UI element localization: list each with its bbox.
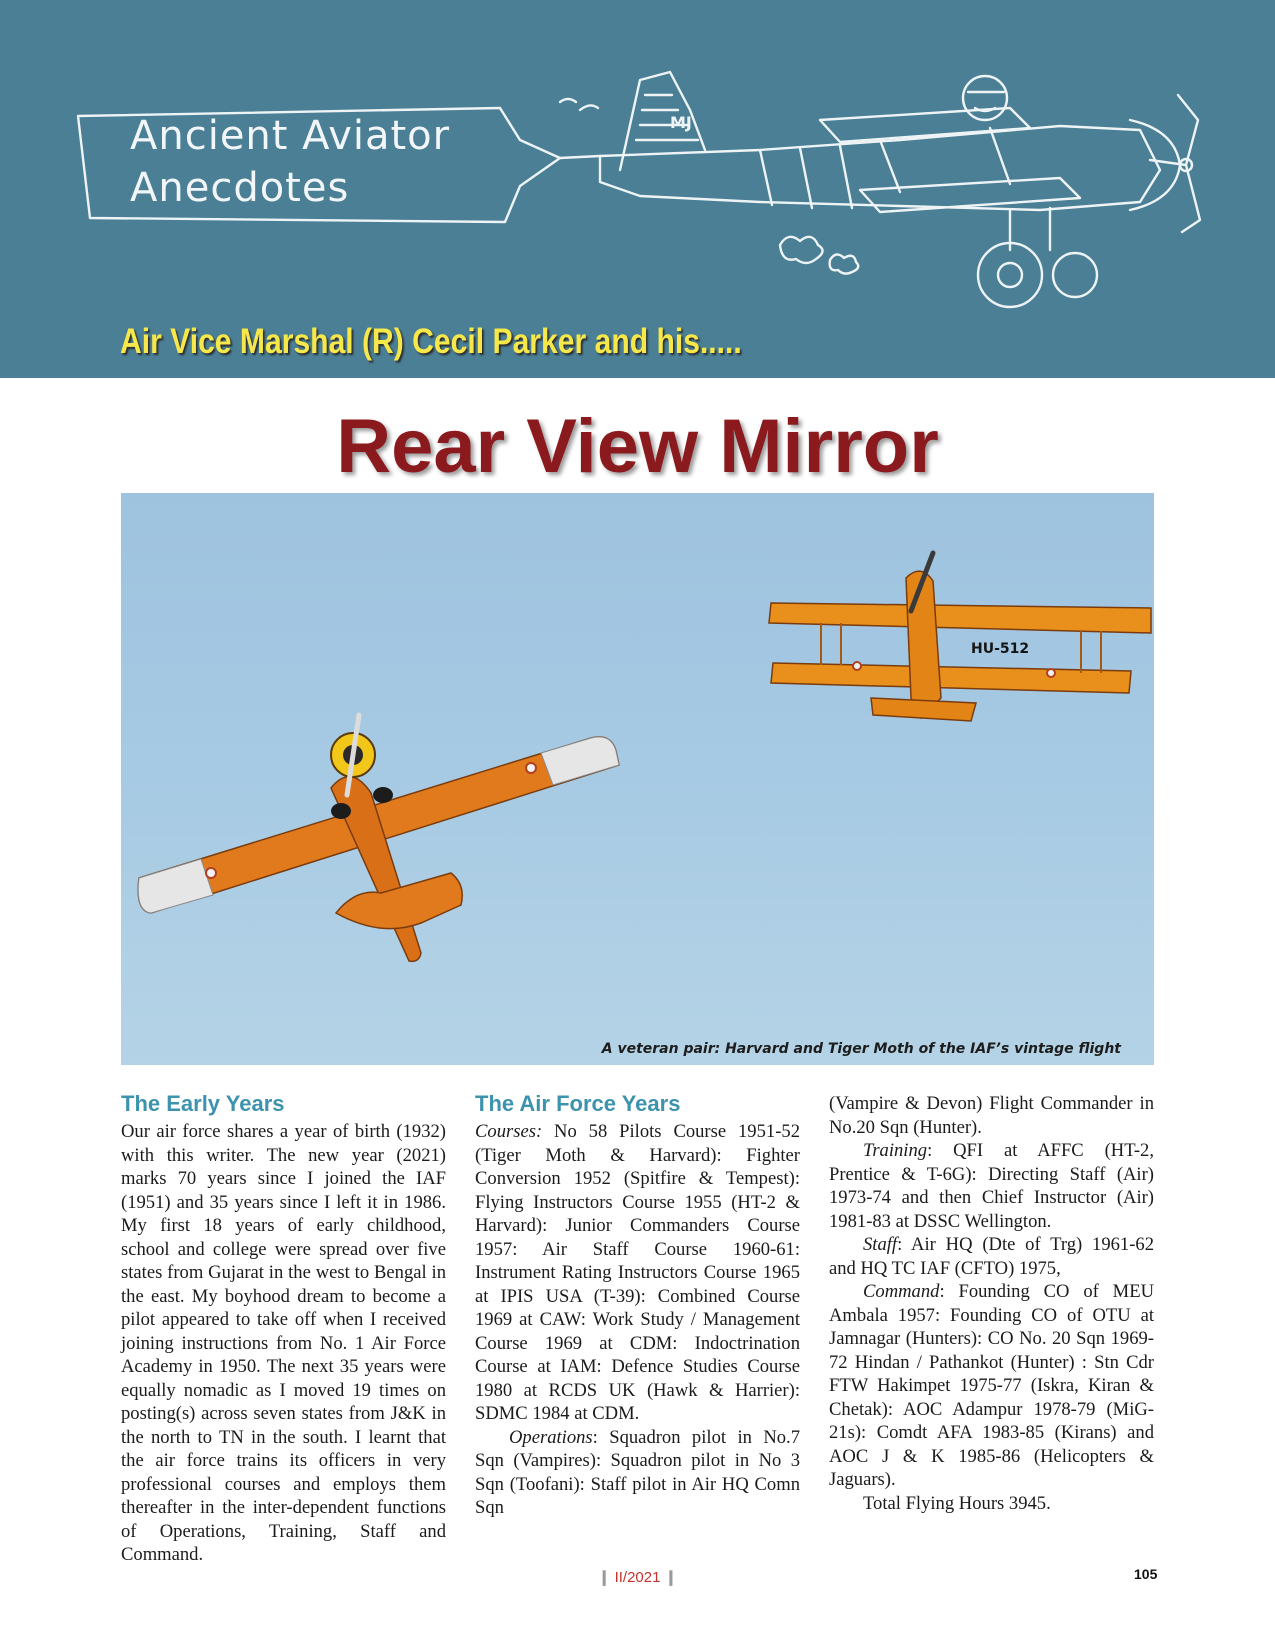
main-wheel [978, 243, 1042, 307]
tiger-moth-marking: HU-512 [971, 641, 1030, 657]
section-heading-air-force-years: The Air Force Years [475, 1091, 681, 1116]
harvard-aircraft [138, 715, 619, 961]
column-air-force-years [475, 1090, 800, 1520]
operations-paragraph [475, 1426, 800, 1520]
tiger-moth-tailplane [871, 698, 976, 721]
series-title-line1: Ancient Aviator [130, 113, 451, 159]
series-title-line2: Anecdotes [130, 165, 350, 211]
staff-label: Staff [863, 1234, 898, 1255]
page-number: 105 [1134, 1566, 1158, 1582]
aircraft-photo-illustration [121, 493, 1154, 1065]
section-heading-early-years: The Early Years [121, 1091, 285, 1116]
column-early-years [121, 1090, 446, 1567]
total-hours-paragraph: Total Flying Hours 3945. [863, 1492, 1051, 1514]
photo-caption: A veteran pair: Harvard and Tiger Moth of the IAF’s vintage flight [601, 1041, 1121, 1057]
command-paragraph [829, 1280, 1154, 1492]
early-years-paragraph: Our air force shares a year of birth (1932) with this writer. The new year (2021) marks 70 years since I joined the IAF (1951) and 35 years since I left it in 1986. My first 18 years of early childhood, school and college were spread over five states from Gujarat in the west to Bengal in the east. My boyhood dream to become a pilot appeared to take off when I received joining instructions from No. 1 Air Force Academy in 1950. The next 35 years were equally nomadic as I moved 19 times on posting(s) across seven states from J&K in the north to TN in the south. I learnt that the air force trains its officers in very professional courses and employs them thereafter in the inter-dependent functions of Operations, Training, Staff and Command. [121, 1121, 446, 1565]
command-text: : Founding CO of MEU Ambala 1957: Founding CO of OTU at Jamnagar (Hunters): CO No. 20 Sqn 1969-72 Hindan / Pathankot (Hunter) : Stn Cdr FTW Hakimpet 1975-77 (Iskra, Kiran & Chetak): AOC Adampur 1978-79 (MiG-21s): Comdt AFA 1983-85 (Kirans) and AOC J & K 1985-86 (Helicopters & Jaguars). [829, 1281, 1154, 1490]
operations-text: : Squadron pilot in No.7 Sqn (Vampires): Squadron pilot in No 3 Sqn (Toofani): Staff pilot in Air HQ Comn Sqn [475, 1426, 800, 1518]
staff-paragraph [829, 1233, 1154, 1280]
engine-cowling [1130, 120, 1180, 210]
folio-bar-left: ❙ [597, 1569, 611, 1586]
issue-label: II/2021 [614, 1569, 661, 1586]
folio-bar-right: ❙ [664, 1569, 678, 1586]
training-paragraph [829, 1139, 1154, 1233]
article-headline: Rear View Mirror [336, 404, 939, 489]
tail-marking: MJ [670, 113, 692, 132]
command-label: Command [863, 1281, 940, 1302]
continued-paragraph: (Vampire & Devon) Flight Commander in No.20 Sqn (Hunter). [829, 1093, 1154, 1138]
kicker-line: Air Vice Marshal (R) Cecil Parker and his..... [120, 322, 742, 361]
tiger-moth-upper-wing [769, 603, 1151, 633]
article-photo [121, 493, 1154, 1065]
courses-paragraph [475, 1120, 800, 1426]
courses-text: No 58 Pilots Course 1951-52 (Tiger Moth & Harvard): Fighter Conversion 1952 (Spitfire & Tempest): Flying Instructors Course 1955 (HT-2 & Harvard): Junior Commanders Course 1957: Air Staff Course 1960-61: Instrument Rating Instructors Course 1965 at IPIS USA (T-39): Combined Course 1969 at CAW: Work Study / Management Course 1969 at CDM: Indoctrination Course at IAM: Defence Studies Course 1980 at RCDS UK (Hawk & Harrier): SDMC 1984 at CDM. [475, 1121, 800, 1424]
pilot-head [963, 76, 1007, 120]
courses-label: Courses: [475, 1121, 543, 1142]
issue-folio [0, 1568, 1275, 1586]
series-title [130, 110, 450, 214]
tiger-moth-aircraft [769, 553, 1151, 721]
column-continued [829, 1092, 1154, 1515]
tow-line [560, 156, 600, 158]
tiger-moth-lower-wing [771, 663, 1131, 693]
harvard-left-wingtip [138, 859, 213, 913]
second-wheel [1053, 253, 1097, 297]
masthead-banner [0, 0, 1275, 378]
staff-text: : Air HQ (Dte of Trg) 1961-62 and HQ TC IAF (CFTO) 1975, [829, 1234, 1154, 1279]
tiger-moth-fuselage [906, 571, 941, 718]
operations-label: Operations [509, 1426, 593, 1448]
upper-wing [820, 108, 1030, 142]
training-text: : QFI at AFFC (HT-2, Prentice & T-6G): Directing Staff (Air) 1973-74 and then Chief Instructor (Air) 1981-83 at DSSC Wellington. [829, 1140, 1154, 1232]
training-label: Training [863, 1140, 928, 1161]
